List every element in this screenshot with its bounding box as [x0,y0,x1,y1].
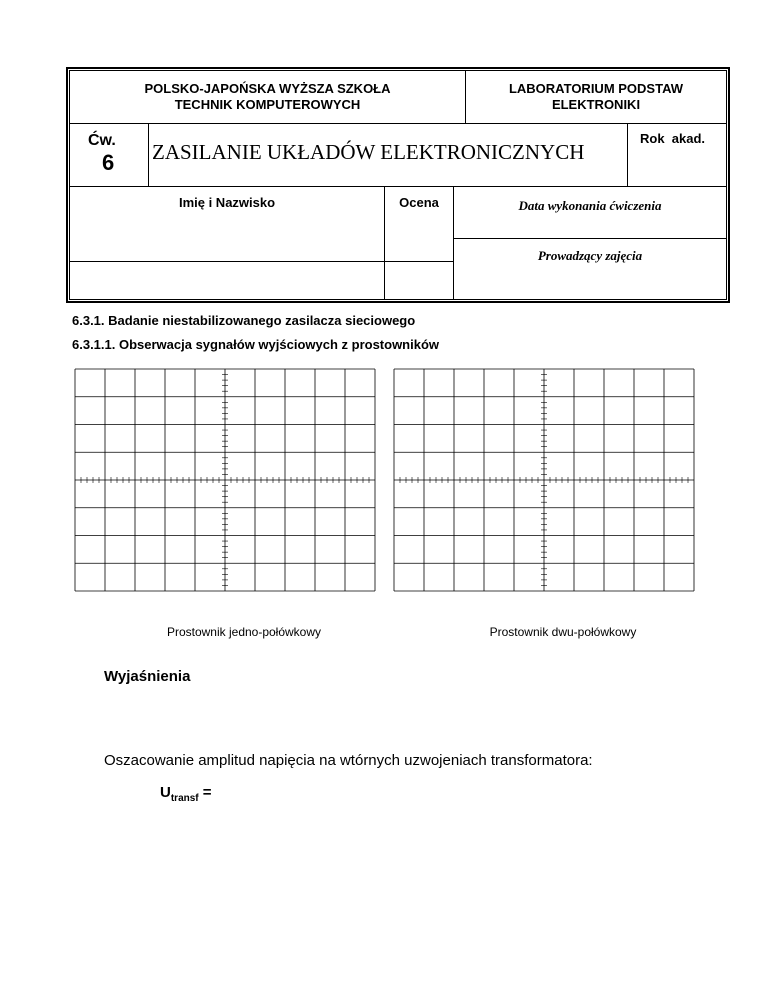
instructor-label: Prowadzący zajęcia [537,248,643,263]
u-transf-formula [160,784,212,804]
oscilloscope-grid-right [393,368,695,592]
u-symbol: U [160,784,171,801]
date-label: Data wykonania ćwiczenia [518,198,662,213]
name-label: Imię i Nazwisko [178,195,276,210]
u-subscript: transf [170,793,199,804]
oscilloscope-grid-left [74,368,376,592]
school-name-line2: TECHNIK KOMPUTEROWYCH [174,97,361,112]
exercise-label: Ćw. [88,132,116,149]
estimation-text: Oszacowanie amplitud napięcia na wtórnych uzwojeniach transformatora: [104,752,593,769]
lab-name [466,81,726,113]
exercise-number: 6 [102,150,115,175]
grade-label: Ocena [399,195,439,210]
section-heading-2: 6.3.1.1. Obserwacja sygnałów wyjściowych z prostowników [72,337,440,352]
section-heading-1: 6.3.1. Badanie niestabilizowanego zasilacza sieciowego [72,313,416,328]
right-plot-caption: Prostownik dwu-połówkowy [489,625,637,639]
u-equals: = [198,784,212,801]
school-name-line1: POLSKO-JAPOŃSKA WYŻSZA SZKOŁA [144,81,391,96]
lab-name-line2: ELEKTRONIKI [551,97,641,112]
school-name [70,81,465,113]
lab-name-line1: LABORATORIUM PODSTAW [508,81,684,96]
exercise-title: ZASILANIE UKŁADÓW ELEKTRONICZNYCH [152,140,585,164]
academic-year-label: Rok akad. [640,131,706,146]
left-plot-caption: Prostownik jedno-połówkowy [166,625,322,639]
explanations-heading: Wyjaśnienia [104,668,191,685]
